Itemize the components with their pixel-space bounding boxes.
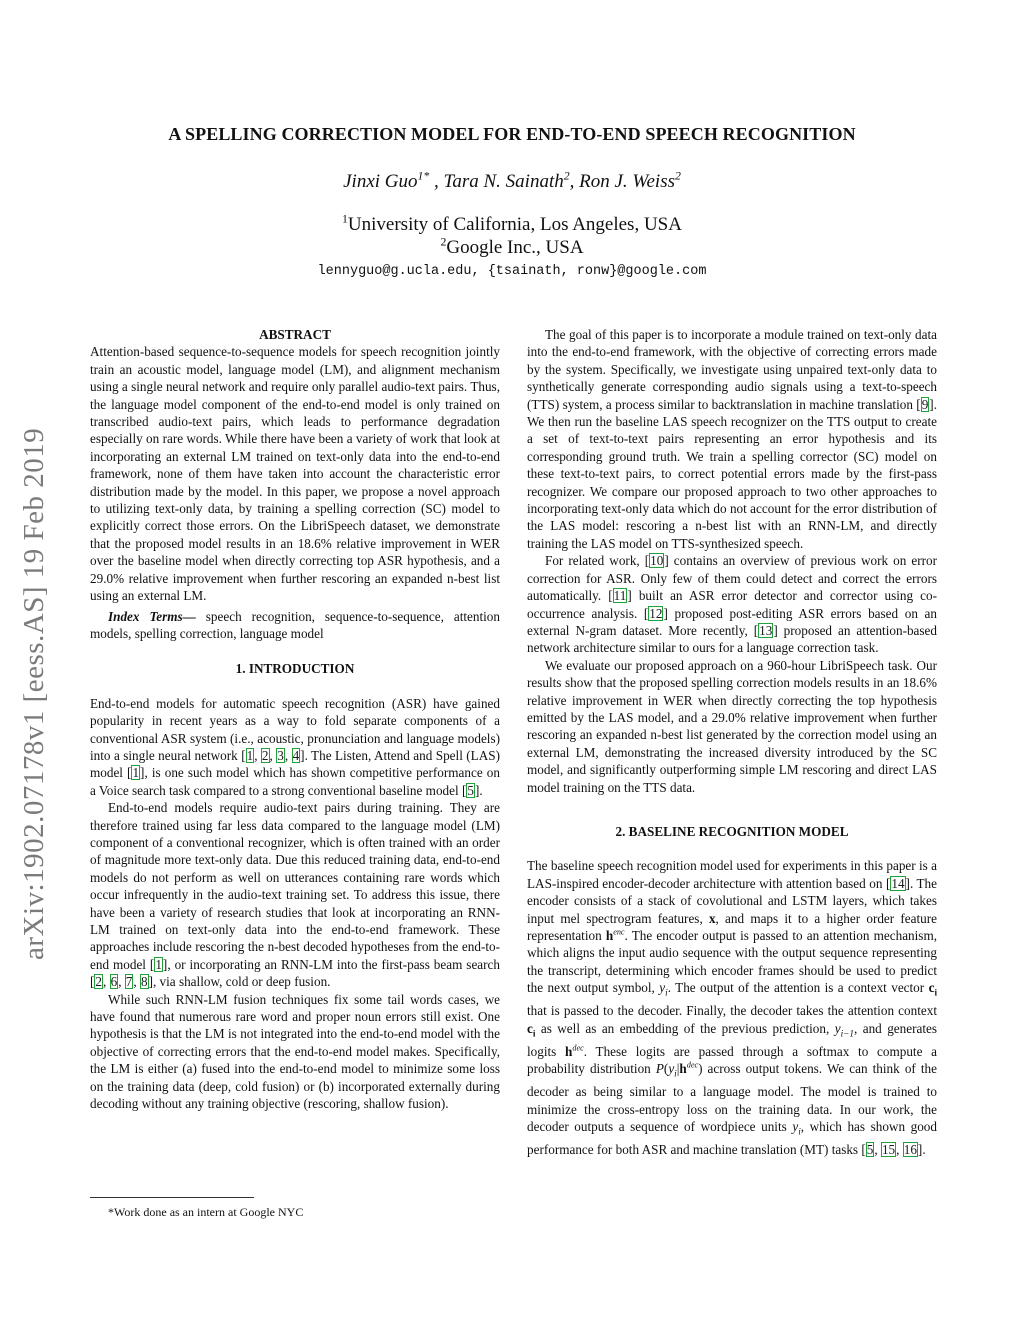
citation-14[interactable]: 14 — [891, 875, 905, 891]
math-dec-sup: dec — [572, 1043, 584, 1053]
affiliation-1-text: University of California, Los Angeles, USA — [347, 214, 682, 235]
right-paragraph-2 — [527, 552, 937, 656]
citation-separator: , — [133, 974, 140, 990]
math-i-sub: i — [674, 1068, 677, 1079]
baseline-text-7: as well as an embedding of the previous prediction, — [535, 1020, 835, 1036]
citation-11[interactable]: 11 — [613, 588, 627, 604]
math-P: P — [655, 1061, 664, 1077]
math-i-sub: i — [934, 987, 938, 998]
author-3-mark: 2 — [675, 169, 681, 183]
baseline-text-3: , and maps it to a higher order feature representation — [527, 910, 937, 943]
math-y-i — [792, 1118, 801, 1137]
right-p2-part-c: ] built an ASR error detector and corrector using co-occurrence analysis. [ — [527, 588, 937, 621]
math-dec-sup: dec — [686, 1060, 699, 1070]
author-list — [0, 171, 1024, 193]
baseline-text-11: , which has shown good performance for both ASR and machine translation (MT) tasks [ — [527, 1118, 937, 1158]
intro-p2-part-c: ], via shallow, cold or deep fusion. — [148, 974, 331, 990]
right-paragraph-1 — [527, 326, 937, 552]
intro-p2-part-b: ], or incorporating an RNN-LM into the first-pass beam search [ — [90, 956, 500, 990]
affiliation-1 — [0, 214, 1024, 236]
math-y-i — [659, 980, 668, 998]
index-terms — [90, 608, 500, 643]
math-h-dec — [565, 1044, 584, 1059]
math-c: c — [928, 980, 935, 996]
math-y-i-minus-1 — [834, 1020, 854, 1039]
math-y: y — [792, 1118, 799, 1134]
baseline-text-2: ]. The encoder consists of a stack of covolutional and LSTM layers, which takes input mel spectrogram features, — [527, 875, 938, 926]
abstract-text: Attention-based sequence-to-sequence models for speech recognition jointly train an acoustic model, language model (LM), and alignment mechanism using a single neural network and require only parallel audio-text pairs. Thus, the language model component of the end-to-end model is only trained on transcribed audio-text pairs, which leads to performance degradation especially on rare words. While there have been a variety of work that look at incorporating an external LM trained on text-only data into the end-to-end framework, none of them have taken into account the characteristic error distribution made by the model. In this paper, we propose a novel approach to utilizing text-only data, by training a spelling correction (SC) model to explicitly correct those errors. On the LibriSpeech dataset, we demonstrate that the proposed model results in an 18.6% relative improvement in WER over the baseline model when directly correcting top ASR hypothesis, and a 29.0% relative improvement when further rescoring an expanded n-best list using an external LM. — [90, 344, 500, 604]
baseline-text-4: . The encoder output is passed to an attention mechanism, which aligns the input audio sequence with the output sequence representing the transcript, determining which encoder frames should be used to predict the next output symbol, — [527, 928, 937, 996]
author-1: Jinxi Guo — [343, 171, 418, 192]
citation-2[interactable]: 2 — [95, 974, 102, 990]
arxiv-identifier: arXiv:1902.07178v1 [eess.AS] 19 Feb 2019 — [18, 427, 50, 960]
section-2-heading: 2. BASELINE RECOGNITION MODEL — [615, 823, 849, 839]
baseline-text-5: . The output of the attention is a context vector — [667, 980, 929, 996]
author-1-mark: 1* — [417, 169, 430, 183]
author-2-mark: 2 — [563, 169, 570, 183]
right-p2-part-d: ] proposed post-editing ASR errors based on an external N-gram dataset. More recently, [ — [527, 605, 937, 638]
intro-p2-part-a: End-to-end models require audio-text pairs during training. They are therefore trained using far less data compared to the language model (LM) component of a conventional recognizer, which is often trained with an order of magnitude more text-only data. Due this reduced training data, end-to-end models do not perform as well on utterances containing rare words which occur infrequently in the audio-text training set. To address this issue, there have been a variety of research studies that look at incorporating an RNN-LM trained on text-only data into the end-to-end framework. These approaches include rescoring the n-best decoded hypotheses from the end-to-end model [ — [90, 800, 500, 972]
citation-13[interactable]: 13 — [759, 622, 773, 638]
right-p1-part-b: ]. We then run the baseline LAS speech recognizer on the TTS output to create a set of text-to-text pairs representing an error hypothesis and its corresponding ground truth. We train a spelling corrector (SC) model on these text-to-text pairs, to correct potential errors made by the first-pass recognizer. We compare our proposed approach to two other approaches to incorporating text-only data which do not account for the error distribution of the LAS model: rescoring a n-best list with an RNN-LM, and directly training the LAS model on TTS-synthesized speech. — [527, 396, 937, 551]
citation-3[interactable]: 3 — [277, 747, 284, 763]
right-column — [527, 326, 937, 1158]
intro-paragraph-2 — [90, 799, 500, 990]
citation-separator: , — [874, 1142, 881, 1158]
affiliation-2-text: Google Inc., USA — [446, 237, 584, 258]
baseline-text-9: . These logits are passed through a softmax to compute a probability distribution — [527, 1043, 938, 1077]
author-3: , Ron J. Weiss — [569, 171, 675, 192]
math-enc-sup: enc — [613, 927, 625, 937]
math-h: h — [605, 928, 614, 943]
right-paragraph-3: We evaluate our proposed approach on a 960-hour LibriSpeech task. Our results show that the proposed spelling correction models results in an 18.6% relative improvement in WER when directly correcting the top hypothesis emitted by the LAS model, and a 29.0% relative improvement when further rescoring an expanded n-best list generated by the correction model using an external LM, demonstrating the increased diversity introduced by the SC model, and significantly outperforming simple LM rescoring and direct LAS model training on the TTS data. — [527, 657, 937, 795]
affiliation-2-mark: 2 — [440, 235, 447, 249]
citation-6[interactable]: 6 — [110, 974, 118, 990]
math-x: x — [708, 910, 716, 926]
math-c: c — [527, 1020, 533, 1036]
math-h: h — [565, 1043, 573, 1059]
math-y: y — [834, 1020, 841, 1036]
math-im1-sub: i−1 — [840, 1028, 854, 1039]
baseline-text-10: across output tokens. We can think of the decoder as being similar to a language model. The model is trained to minimize the cross-entropy loss on the training data. In our work, the decoder outputs a sequence of wordpiece units — [527, 1061, 937, 1134]
citation-5[interactable]: 5 — [467, 782, 474, 798]
intro-p1-part-d: ]. — [474, 782, 483, 798]
math-i-sub: i — [532, 1028, 536, 1039]
index-terms-text: speech recognition, sequence-to-sequence, attention models, spelling correction, language model — [90, 608, 500, 641]
citation-1[interactable]: 1 — [155, 956, 162, 972]
citation-8[interactable]: 8 — [140, 974, 148, 990]
citation-separator: , — [896, 1142, 903, 1158]
citation-separator: , — [269, 747, 277, 763]
citation-5[interactable]: 5 — [866, 1142, 874, 1158]
citation-10[interactable]: 10 — [650, 553, 664, 569]
math-c-i — [928, 980, 938, 998]
right-p2-part-b: ] contains an overview of previous work on error correction for ASR. Only few of them could detect and correct the errors automatically. [ — [527, 553, 938, 604]
intro-paragraph-1 — [90, 695, 500, 799]
baseline-text-6: that is passed to the decoder. Finally, the decoder takes the attention context — [527, 1003, 937, 1019]
baseline-text-1: The baseline speech recognition model used for experiments in this paper is a LAS-inspired encoder-decoder architecture with attention based on [ — [527, 858, 937, 891]
citation-2[interactable]: 2 — [261, 747, 269, 763]
citation-4[interactable]: 4 — [292, 747, 300, 763]
math-i-sub: i — [798, 1126, 801, 1137]
citation-separator: , — [118, 974, 125, 990]
citation-1[interactable]: 1 — [246, 747, 254, 763]
citation-separator: , — [284, 747, 292, 763]
footnote: *Work done as an intern at Google NYC — [108, 1205, 304, 1219]
footnote-rule — [90, 1197, 254, 1198]
intro-p1-part-b: ]. The Listen, Attend and Spell (LAS) model [ — [90, 747, 500, 781]
citation-separator: , — [103, 974, 110, 990]
baseline-text-8: , and generates logits — [527, 1020, 937, 1059]
intro-p1-part-c: ], is one such model which has shown competitive performance on a Voice search task compared to a strong conventional baseline model [ — [90, 765, 500, 798]
citation-12[interactable]: 12 — [649, 605, 663, 621]
baseline-text-12: ]. — [917, 1142, 926, 1158]
citation-9[interactable]: 9 — [921, 396, 929, 412]
affiliation-1-mark: 1 — [342, 212, 348, 226]
right-p2-part-e: ] proposed an attention-based network architecture similar to ours for a language correction task. — [527, 622, 937, 656]
right-p2-part-a: For related work, [ — [545, 553, 650, 569]
section-1-heading: 1. INTRODUCTION — [235, 661, 355, 677]
math-h: h — [679, 1061, 687, 1077]
math-y: y — [659, 980, 666, 996]
citation-7[interactable]: 7 — [125, 974, 133, 990]
citation-separator: , — [254, 747, 261, 763]
math-y: y — [668, 1061, 675, 1077]
left-column — [90, 326, 500, 1112]
author-emails: lennyguo@g.ucla.edu, {tsainath, ronw}@google.com — [317, 264, 707, 279]
baseline-paragraph — [527, 857, 937, 1158]
math-h-enc — [606, 928, 625, 943]
citation-15[interactable]: 15 — [881, 1142, 896, 1158]
intro-p1-part-a: End-to-end models for automatic speech recognition (ASR) have gained popularity in recent years as a way to fold separate components of a conventional ASR system (i.e., acoustic, pronunciation and language models) into a single neural network [ — [90, 695, 500, 763]
paper-title: A SPELLING CORRECTION MODEL FOR END-TO-END SPEECH RECOGNITION — [168, 124, 856, 144]
math-probability: $P(y_i|h^{dec})$ — [655, 1060, 703, 1079]
citation-16[interactable]: 16 — [903, 1142, 917, 1158]
math-i-sub: i — [665, 987, 668, 998]
index-terms-label: Index Terms— — [108, 608, 196, 624]
affiliation-2 — [0, 237, 1024, 259]
citation-1[interactable]: 1 — [132, 765, 140, 781]
right-p1-part-a: The goal of this paper is to incorporate a module trained on text-only data into the end-to-end framework, with the objective of correcting errors made by the system. Specifically, we investigate using unpaired text-only data to synthetically generate corresponding audio signals using a text-to-speech (TTS) system, a process similar to backtranslation in machine translation [ — [527, 327, 937, 412]
author-2: , Tara N. Sainath — [429, 171, 564, 192]
intro-paragraph-3: While such RNN-LM fusion techniques fix some tail words cases, we have found that numerous rare word and proper noun errors still exist. One hypothesis is that the LM is not integrated into the end-to-end model with the objective of correcting errors that the end-to-end model makes. Specifically, the LM is either (a) fused into the end-to-end model to minimize some loss on the training data (deep, cold fusion) or (b) incorporated externally during decoding without any training objective (rescoring, shallow fusion). — [90, 991, 500, 1112]
abstract-heading: ABSTRACT — [259, 327, 331, 342]
